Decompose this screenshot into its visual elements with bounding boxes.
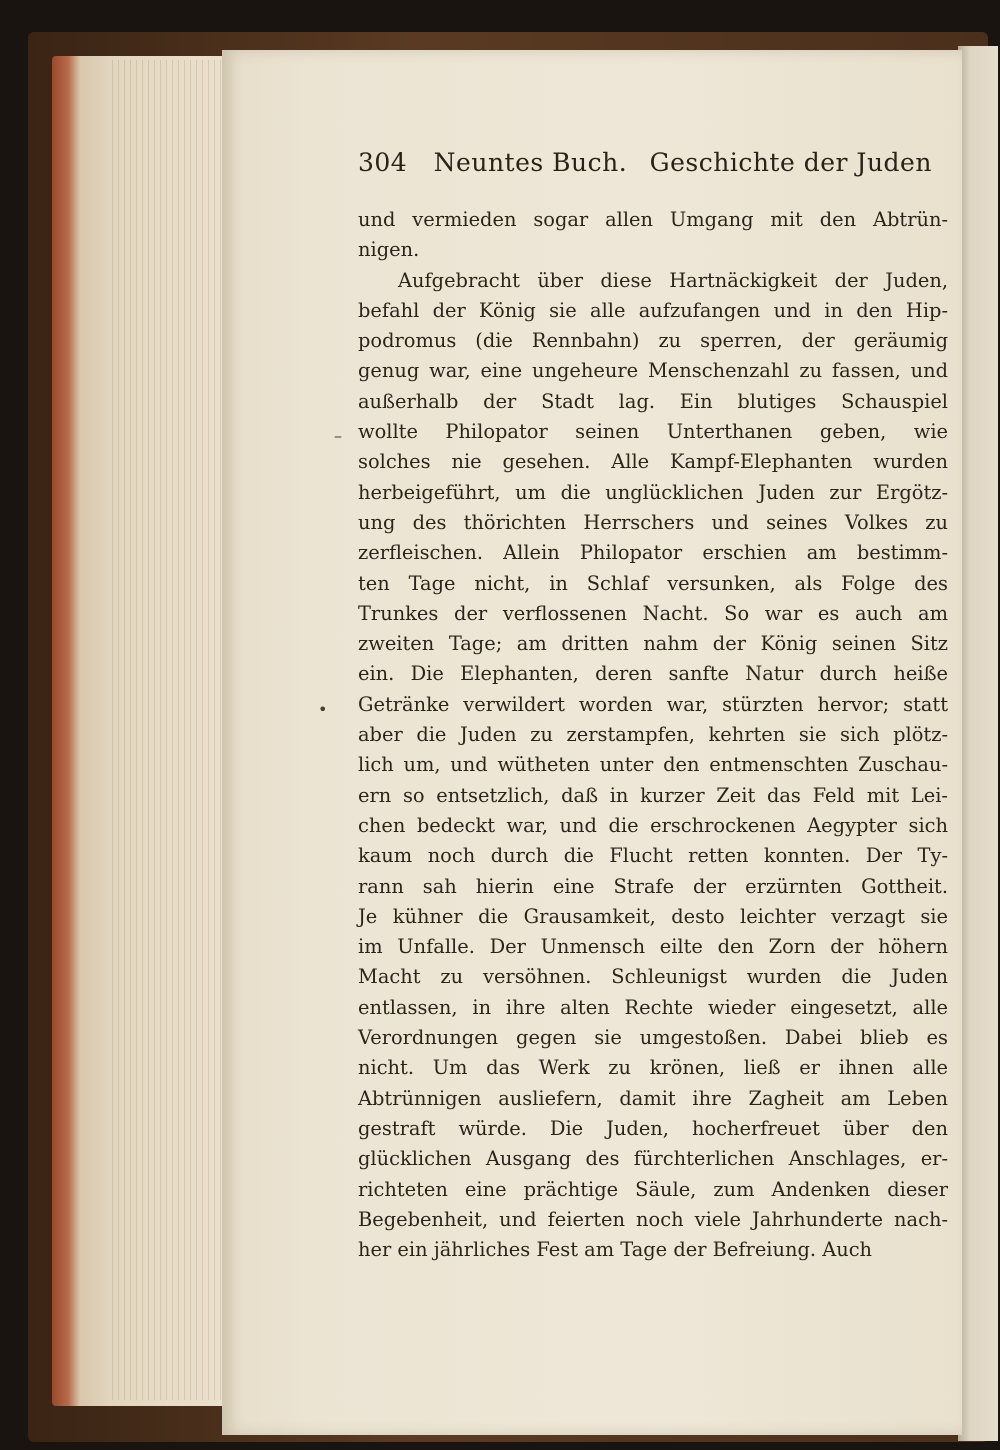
- text-line: herbeigeführt, um die unglücklichen Juden zur Ergötz-: [358, 480, 948, 504]
- text-line: ein. Die Elephanten, deren sanfte Natur durch heiße: [358, 662, 948, 686]
- text-line: Getränke verwildert worden war, stürzten hervor; statt: [358, 692, 948, 716]
- text-line: ern so entsetzlich, daß in kurzer Zeit das Feld mit Lei-: [358, 783, 948, 807]
- running-header: [358, 148, 948, 188]
- book-label: Neuntes Buch.: [433, 148, 628, 177]
- text-line: solches nie gesehen. Alle Kampf-Elephanten wurden: [358, 450, 948, 474]
- text-line: wollte Philopator seinen Unterthanen geben, wie: [358, 420, 948, 444]
- text-line: chen bedeckt war, und die erschrockenen Aegypter sich: [358, 813, 948, 837]
- text-line: rann sah hierin eine Strafe der erzürnten Gottheit.: [358, 874, 948, 898]
- text-line: ung des thörichten Herrschers und seines Volkes zu: [358, 510, 948, 534]
- text-line: her ein jährliches Fest am Tage der Befreiung. Auch: [358, 1238, 873, 1262]
- text-line: aber die Juden zu zerstampfen, kehrten sie sich plötz-: [358, 723, 948, 747]
- page-edge-texture: [112, 60, 232, 1400]
- text-line: ten Tage nicht, in Schlaf versunken, als Folge des: [358, 571, 948, 595]
- text-line: Aufgebracht über diese Hartnäckigkeit der Juden,: [398, 268, 948, 292]
- text-line: genug war, eine ungeheure Menschenzahl zu fassen, und: [358, 359, 948, 383]
- text-line: zweiten Tage; am dritten nahm der König seinen Sitz: [358, 632, 948, 656]
- facing-page-edge: [958, 46, 998, 1441]
- text-line: lich um, und wütheten unter den entmenschten Zuschau-: [358, 753, 948, 777]
- text-line: podromus (die Rennbahn) zu sperren, der geräumig: [358, 329, 948, 353]
- body-text: [358, 205, 948, 1265]
- text-line: kaum noch durch die Flucht retten konnten. Der Ty-: [358, 844, 948, 868]
- text-line: nigen.: [358, 238, 420, 262]
- text-line: Abtrünnigen ausliefern, damit ihre Zagheit am Leben: [358, 1086, 948, 1110]
- text-line: Je kühner die Grausamkeit, desto leichter verzagt sie: [358, 904, 948, 928]
- text-line: Trunkes der verflossenen Nacht. So war es auch am: [358, 601, 948, 625]
- margin-dash-mark: –: [334, 426, 342, 445]
- text-line: außerhalb der Stadt lag. Ein blutiges Schauspiel: [358, 389, 948, 413]
- text-line: zerfleischen. Allein Philopator erschien am bestimm-: [358, 541, 948, 565]
- text-line: Macht zu versöhnen. Schleunigst wurden die Juden: [358, 965, 948, 989]
- text-line: nicht. Um das Werk zu krönen, ließ er ihnen alle: [358, 1056, 948, 1080]
- page-number: 304: [358, 148, 408, 177]
- margin-dot-mark: •: [318, 700, 328, 719]
- running-title: Geschichte der Juden: [649, 148, 932, 177]
- text-line: Verordnungen gegen sie umgestoßen. Dabei blieb es: [358, 1026, 948, 1050]
- text-line: im Unfalle. Der Unmensch eilte den Zorn der höhern: [358, 935, 948, 959]
- text-line: Begebenheit, und feierten noch viele Jahrhunderte nach-: [358, 1207, 948, 1231]
- text-line: richteten eine prächtige Säule, zum Andenken dieser: [358, 1177, 948, 1201]
- text-line: entlassen, in ihre alten Rechte wieder eingesetzt, alle: [358, 995, 948, 1019]
- text-line: befahl der König sie alle aufzufangen und in den Hip-: [358, 298, 948, 322]
- text-line: und vermieden sogar allen Umgang mit den Abtrün-: [358, 208, 948, 231]
- text-line: glücklichen Ausgang des fürchterlichen Anschlages, er-: [358, 1147, 948, 1171]
- text-line: gestraft würde. Die Juden, hocherfreuet über den: [358, 1116, 948, 1140]
